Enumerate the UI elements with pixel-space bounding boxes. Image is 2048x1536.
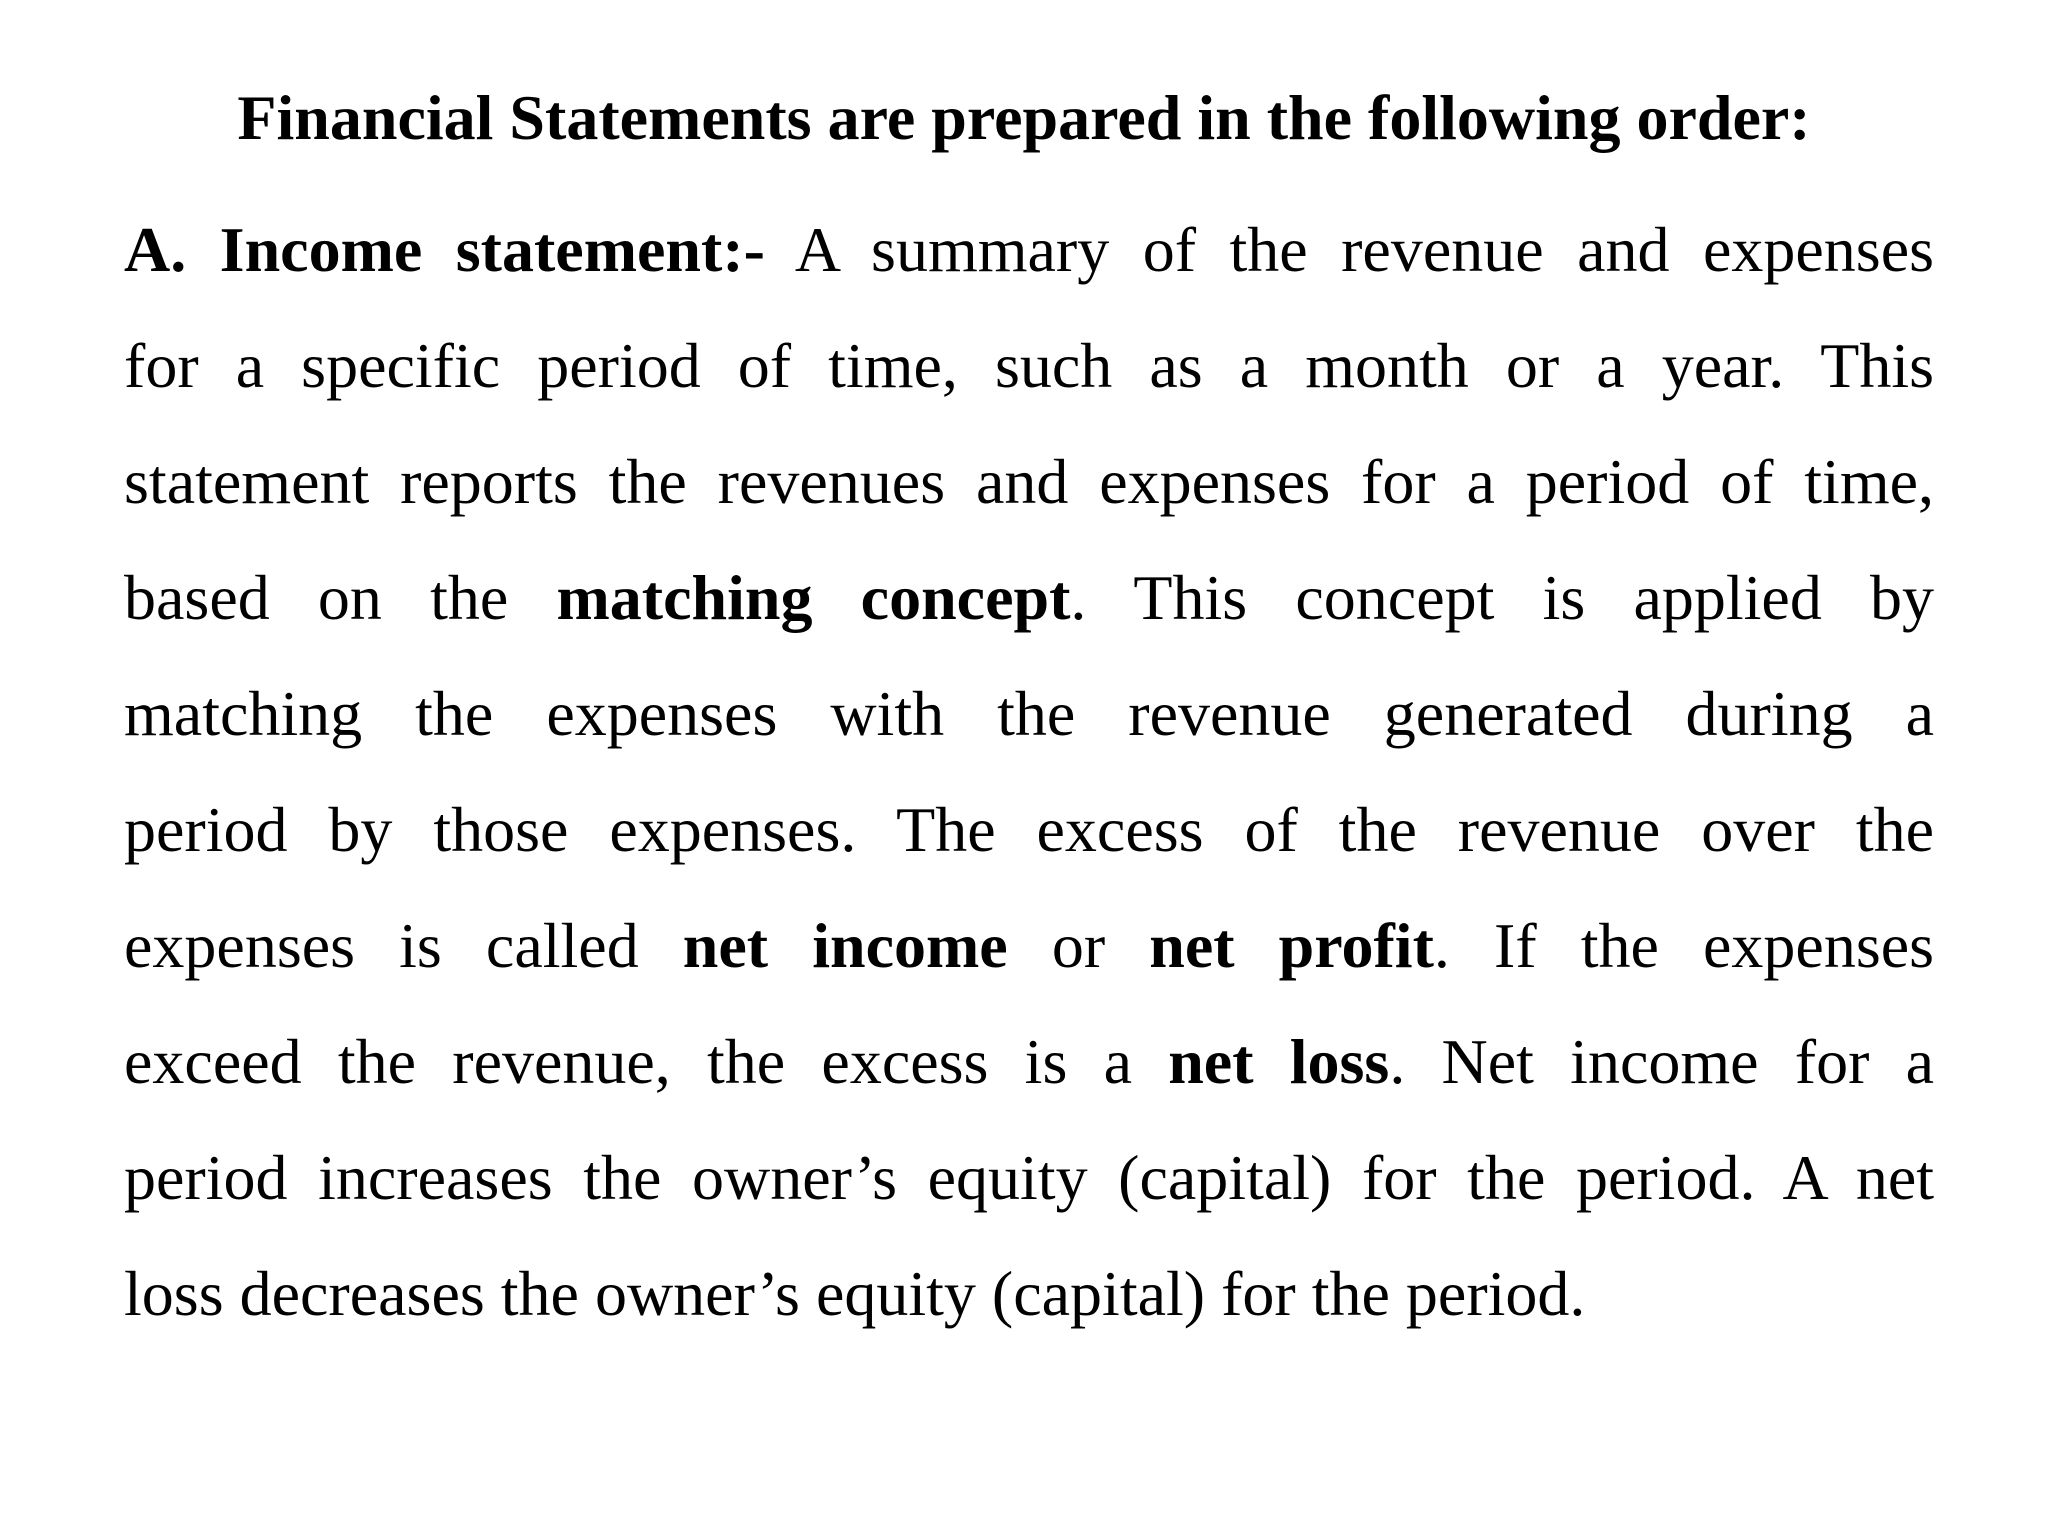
- paragraph-text: expenses is called: [124, 910, 683, 981]
- paragraph-text: period increases the owner’s equity (capital) for the period. A net: [124, 1142, 1934, 1213]
- bold-term: matching concept: [556, 562, 1071, 633]
- income-statement-paragraph: [124, 192, 1934, 1352]
- paragraph-text: for a specific period of time, such as a month or a year. This: [124, 330, 1934, 401]
- paragraph-text: exceed the revenue, the excess is a: [124, 1026, 1169, 1097]
- paragraph-text: . Net income for a: [1389, 1026, 1934, 1097]
- paragraph-text: statement reports the revenues and expenses for a period of time,: [124, 446, 1934, 517]
- paragraph-text: period by those expenses. The excess of the revenue over the: [124, 794, 1934, 865]
- paragraph-line: [124, 888, 1934, 1004]
- paragraph-line: [124, 308, 1934, 424]
- paragraph-text: . This concept is applied by: [1070, 562, 1934, 633]
- bold-term: net profit: [1149, 910, 1434, 981]
- paragraph-line: [124, 1236, 1934, 1352]
- paragraph-line: [124, 192, 1934, 308]
- paragraph-text: based on the: [124, 562, 557, 633]
- page-title: Financial Statements are prepared in the following order:: [237, 82, 1811, 153]
- bold-term: A. Income statement:-: [124, 214, 765, 285]
- paragraph-line: [124, 1120, 1934, 1236]
- paragraph-text: loss decreases the owner’s equity (capital) for the period.: [124, 1258, 1586, 1329]
- bold-term: net income: [682, 910, 1008, 981]
- paragraph-text: . If the expenses: [1433, 910, 1935, 981]
- paragraph-line: [124, 772, 1934, 888]
- paragraph-text: or: [1007, 910, 1150, 981]
- paragraph-line: [124, 656, 1934, 772]
- paragraph-line: [124, 1004, 1934, 1120]
- paragraph-line: [124, 424, 1934, 540]
- paragraph-line: [124, 540, 1934, 656]
- bold-term: net loss: [1168, 1026, 1390, 1097]
- paragraph-text: A summary of the revenue and expenses: [764, 214, 1935, 285]
- paragraph-text: matching the expenses with the revenue generated during a: [124, 678, 1934, 749]
